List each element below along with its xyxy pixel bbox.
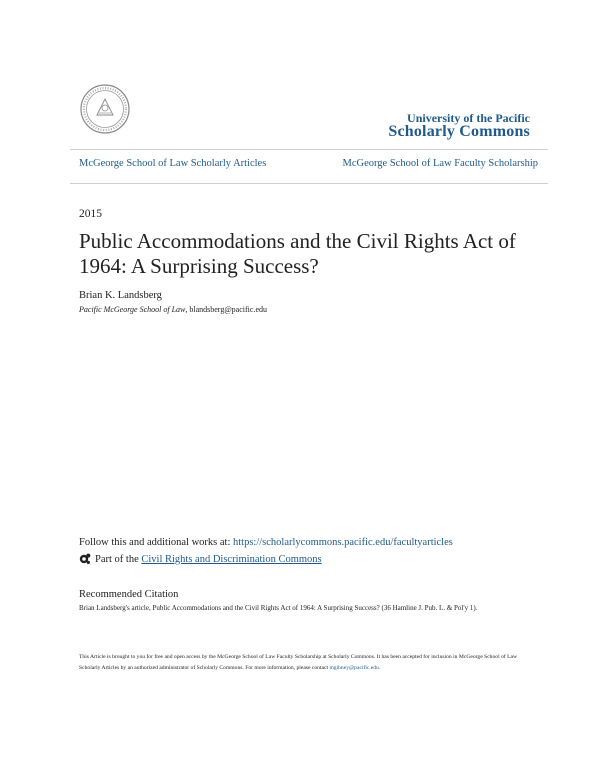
part-of-label: Part of the [95,553,139,565]
access-notice-text: This Article is brought to you for free and open access by the McGeorge School of Law Faculty Scholarship at Scholarly Commons. It has been accepted for inclusion in McGeorge School of Law Scholarly Articles by an authorized administrator of Scholarly Commons. For more information, please contact [79,654,518,671]
follow-label: Follow this and additional works at: [79,537,231,548]
article-title: Public Accommodations and the Civil Rights Act of 1964: A Surprising Success? [79,229,516,278]
collection-link-faculty-scholarship[interactable]: McGeorge School of Law Faculty Scholarship [342,158,538,169]
recommended-citation-heading: Recommended Citation [79,589,179,600]
repository-name[interactable]: Scholarly Commons [388,123,530,140]
contact-email-link[interactable]: mgibney@pacific.edu [329,665,379,671]
part-of-line [79,553,322,565]
header-divider-bottom [70,183,548,184]
author-name: Brian K. Landsberg [79,290,162,301]
commons-network-icon [79,553,91,565]
author-affiliation: Pacific McGeorge School of Law, blandsberg@pacific.edu [79,305,267,314]
follow-url-link[interactable]: https://scholarlycommons.pacific.edu/facultyarticles [233,537,453,548]
recommended-citation-text: Brian Landsberg's article, Public Accommodations and the Civil Rights Act of 1964: A Surprising Success? (36 Hamline J. Pub. L. & Pol'y 1). [79,604,478,612]
access-notice: This Article is brought to you for free and open access by the McGeorge School of Law Faculty Scholarship at Scholarly Commons. It has been accepted for inclusion in McGeorge School of Law Scholarly Articles by an authorized administrator of Scholarly Commons. For more information, please contact mgibney@pacific.edu. [79,654,518,671]
institution-name[interactable]: University of the Pacific [407,111,530,125]
collection-link-scholarly-articles[interactable]: McGeorge School of Law Scholarly Articles [79,158,267,169]
publication-year: 2015 [79,208,102,220]
university-seal-icon [79,83,131,135]
affiliation-name: Pacific McGeorge School of Law [79,305,186,314]
author-email[interactable]: blandsberg@pacific.edu [189,305,267,314]
discipline-commons-link[interactable]: Civil Rights and Discrimination Commons [141,553,322,565]
header-divider-top [70,149,548,150]
follow-line [79,537,453,548]
